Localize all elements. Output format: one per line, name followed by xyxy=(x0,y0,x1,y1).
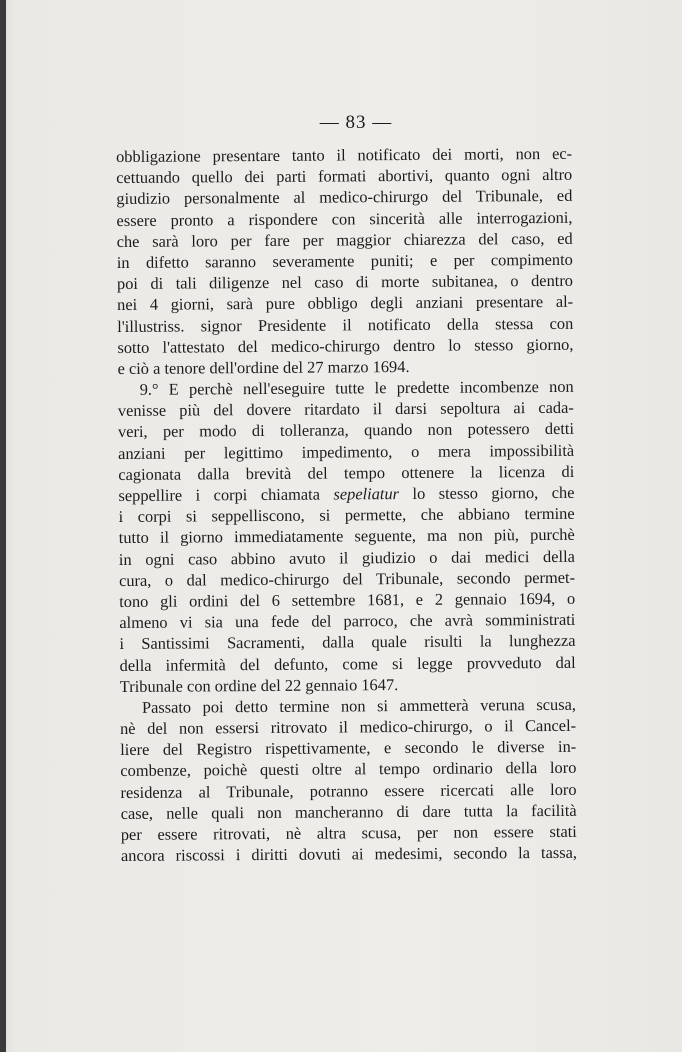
text-line: l'illustriss. signor Presidente il notificato della stessa con xyxy=(117,313,574,336)
text-line: residenza al Tribunale, potranno essere ricercati alle loro xyxy=(120,779,577,802)
text-segment: lo stesso giorno, che xyxy=(412,482,575,503)
text-line: ancora riscossi i diritti dovuti ai medesimi, secondo la tassa, xyxy=(120,842,578,866)
italic-term: sepeliatur xyxy=(333,484,400,504)
text-line: anziani per legittimo impedimento, o mera impossibilità xyxy=(118,440,575,463)
text-line: Tribunale con ordine del 22 gennaio 1647. xyxy=(119,674,399,696)
text-line: sotto l'attestato del medico-chirurgo dentro lo stesso giorno, xyxy=(117,334,574,357)
text-line: 9.° E perchè nell'eseguire tutte le predette incombenze non xyxy=(139,376,574,399)
text-line: combenze, poichè questi oltre al tempo ordinario della loro xyxy=(120,758,577,781)
page-number: — 83 — xyxy=(319,112,393,133)
text-line: case, nelle quali non mancheranno di dare tutta la facilità xyxy=(120,800,577,823)
text-line: per essere ritrovati, nè altra scusa, per non essere stati xyxy=(120,821,577,844)
text-line: Passato poi detto termine non si ammetterà veruna scusa, xyxy=(141,694,576,717)
page-binding-edge xyxy=(0,0,6,1052)
text-line: venisse più del dovere ritardato il darsi sepoltura ai cada- xyxy=(117,398,574,421)
text-line: cagionata dalla brevità del tempo ottenere la licenza di xyxy=(118,461,575,484)
text-line: che sarà loro per fare per maggior chiarezza del caso, ed xyxy=(116,228,573,251)
text-line: almeno vi sia una fede del parroco, che avrà somministrati xyxy=(119,609,576,633)
text-line: giudizio personalmente al medico-chirurgo del Tribunale, ed xyxy=(116,186,573,209)
body-text xyxy=(116,143,577,867)
text-line: veri, per modo di tolleranza, quando non potessero detti xyxy=(117,419,575,442)
text-line: liere del Registro rispettivamente, e secondo le diverse in- xyxy=(120,737,577,760)
text-line: tutto il giorno immediatamente seguente, ma non più, purchè xyxy=(118,525,575,548)
text-line: essere pronto a rispondere con sincerità alle interrogazioni, xyxy=(116,207,573,230)
text-line: poi di tali diligenze nel caso di morte subitanea, o dentro xyxy=(116,270,574,294)
text-line: cettuando quello dei parti formati abortivi, quanto ogni altro xyxy=(116,165,573,188)
text-line: tono gli ordini del 6 settembre 1681, e 2 gennaio 1694, o xyxy=(119,588,576,611)
text-segment: seppellire i corpi chiamata xyxy=(118,484,321,505)
text-line: nei 4 giorni, sarà pure obbligo degli anziani presentare al- xyxy=(117,292,574,315)
text-line: cura, o dal medico-chirurgo del Tribunale, secondo permet- xyxy=(118,567,576,590)
text-line: nè del non essersi ritrovato il medico-chirurgo, o il Cancel- xyxy=(120,715,577,739)
text-line: in difetto saranno severamente puniti; e per compimento xyxy=(116,249,573,272)
text-line: della infermità del defunto, come si legge provveduto dal xyxy=(119,652,576,675)
text-line: e ciò a tenore dell'ordine del 27 marzo 1694. xyxy=(117,356,410,378)
text-line: obbligazione presentare tanto il notificato dei morti, non ec- xyxy=(116,143,573,166)
text-line: i Santissimi Sacramenti, dalla quale risulti la lunghezza xyxy=(119,631,576,654)
text-line: i corpi si seppelliscono, si permette, che abbiano termine xyxy=(118,503,575,527)
text-line: in ogni caso abbino avuto il giudizio o dai medici della xyxy=(118,546,575,569)
